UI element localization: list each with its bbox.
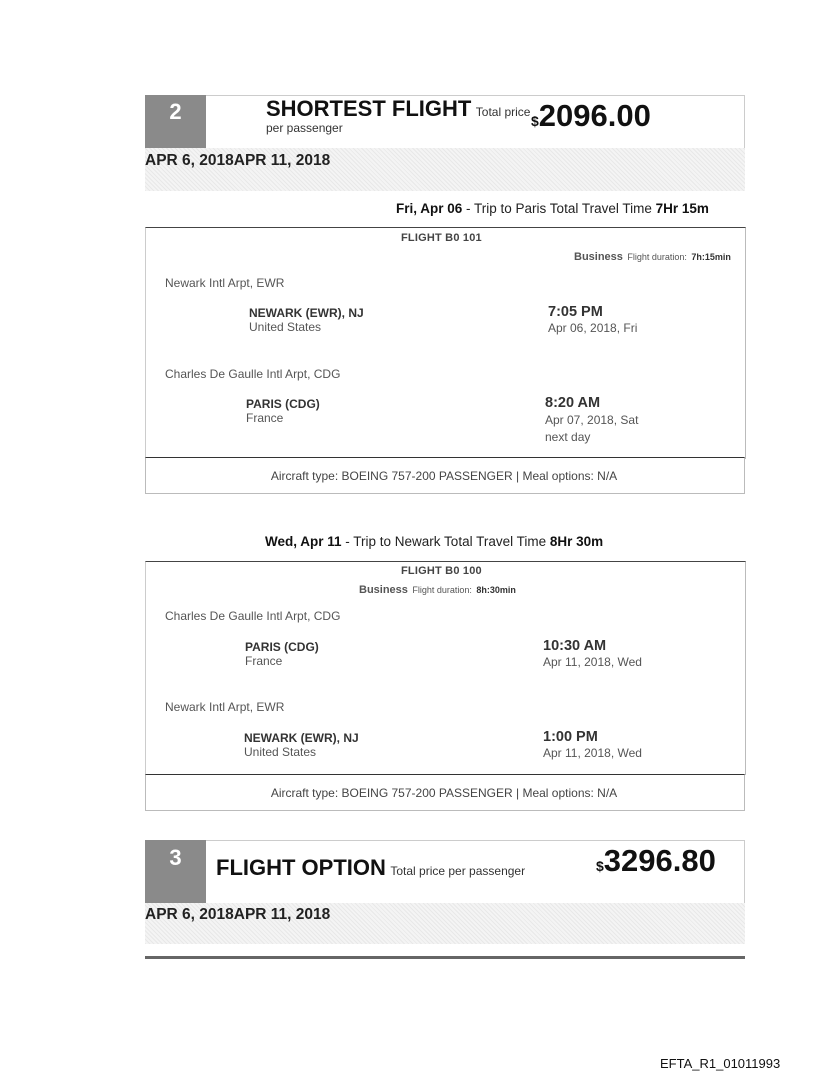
flight-duration: 7h:15min xyxy=(691,252,731,262)
arrival-date: Apr 07, 2018, Sat xyxy=(545,413,639,427)
option-title-block xyxy=(216,855,525,881)
option-number-badge xyxy=(145,95,206,148)
option-price xyxy=(531,98,651,134)
trip-header-outbound xyxy=(396,201,709,216)
option-number-badge xyxy=(145,840,206,903)
price-value: 3296.80 xyxy=(603,843,716,878)
arrival-country: France xyxy=(246,411,284,425)
trip-total-time: 7Hr 15m xyxy=(655,201,709,216)
duration-label: Flight duration: xyxy=(627,252,687,262)
arrival-time: 1:00 PM xyxy=(543,729,598,745)
cabin-duration xyxy=(359,580,516,598)
arrival-city: PARIS (CDG) xyxy=(246,397,320,411)
trip-description: - Trip to Paris Total Travel Time xyxy=(462,201,656,216)
option-dates: APR 6, 2018APR 11, 2018 xyxy=(145,152,331,169)
departure-city: PARIS (CDG) xyxy=(245,640,319,654)
trip-day: Fri, Apr 06 xyxy=(396,201,463,216)
departure-time: 7:05 PM xyxy=(548,304,603,320)
departure-airport: Newark Intl Arpt, EWR xyxy=(165,276,285,290)
currency-symbol: $ xyxy=(596,858,604,874)
option-price xyxy=(596,843,716,879)
option-title: SHORTEST FLIGHT xyxy=(266,96,472,121)
arrival-date: Apr 11, 2018, Wed xyxy=(543,746,642,760)
departure-date: Apr 06, 2018, Fri xyxy=(548,321,638,335)
aircraft-info: Aircraft type: BOEING 757-200 PASSENGER | Meal options: N/A xyxy=(270,786,618,800)
currency-symbol: $ xyxy=(531,113,539,129)
trip-description: - Trip to Newark Total Travel Time xyxy=(341,534,550,549)
section-divider xyxy=(145,956,745,959)
departure-city: NEWARK (EWR), NJ xyxy=(249,306,364,320)
departure-date: Apr 11, 2018, Wed xyxy=(543,655,642,669)
price-value: 2096.00 xyxy=(538,98,651,133)
trip-header-return xyxy=(265,534,603,549)
arrival-note: next day xyxy=(545,430,591,444)
option-title: FLIGHT OPTION xyxy=(216,855,386,880)
arrival-city: NEWARK (EWR), NJ xyxy=(244,731,359,745)
arrival-airport: Charles De Gaulle Intl Arpt, CDG xyxy=(165,367,341,381)
option-number: 3 xyxy=(169,845,182,870)
flight-number: FLIGHT B0 100 xyxy=(401,565,482,577)
trip-total-time: 8Hr 30m xyxy=(549,534,604,549)
aircraft-info: Aircraft type: BOEING 757-200 PASSENGER | Meal options: N/A xyxy=(270,469,618,483)
flight-number: FLIGHT B0 101 xyxy=(401,232,482,244)
arrival-time: 8:20 AM xyxy=(545,395,601,411)
cabin-class: Business xyxy=(574,251,623,263)
arrival-airport: Newark Intl Arpt, EWR xyxy=(165,700,285,714)
departure-time: 10:30 AM xyxy=(543,638,607,654)
flight-duration: 8h:30min xyxy=(476,585,516,595)
trip-day: Wed, Apr 11 xyxy=(265,534,342,549)
cabin-duration xyxy=(574,247,731,265)
option-title-block xyxy=(266,96,536,122)
departure-country: United States xyxy=(249,320,322,334)
option-number: 2 xyxy=(169,99,182,124)
price-label: Total price per passenger xyxy=(390,864,526,878)
price-label: Total price xyxy=(475,105,531,119)
arrival-country: United States xyxy=(244,745,317,759)
cabin-class: Business xyxy=(359,584,408,596)
price-label-sub: per passenger xyxy=(266,121,343,135)
departure-country: France xyxy=(245,654,283,668)
departure-airport: Charles De Gaulle Intl Arpt, CDG xyxy=(165,609,341,623)
document-id: EFTA_R1_01011993 xyxy=(660,1056,781,1071)
duration-label: Flight duration: xyxy=(412,585,472,595)
option-dates: APR 6, 2018APR 11, 2018 xyxy=(145,906,331,923)
